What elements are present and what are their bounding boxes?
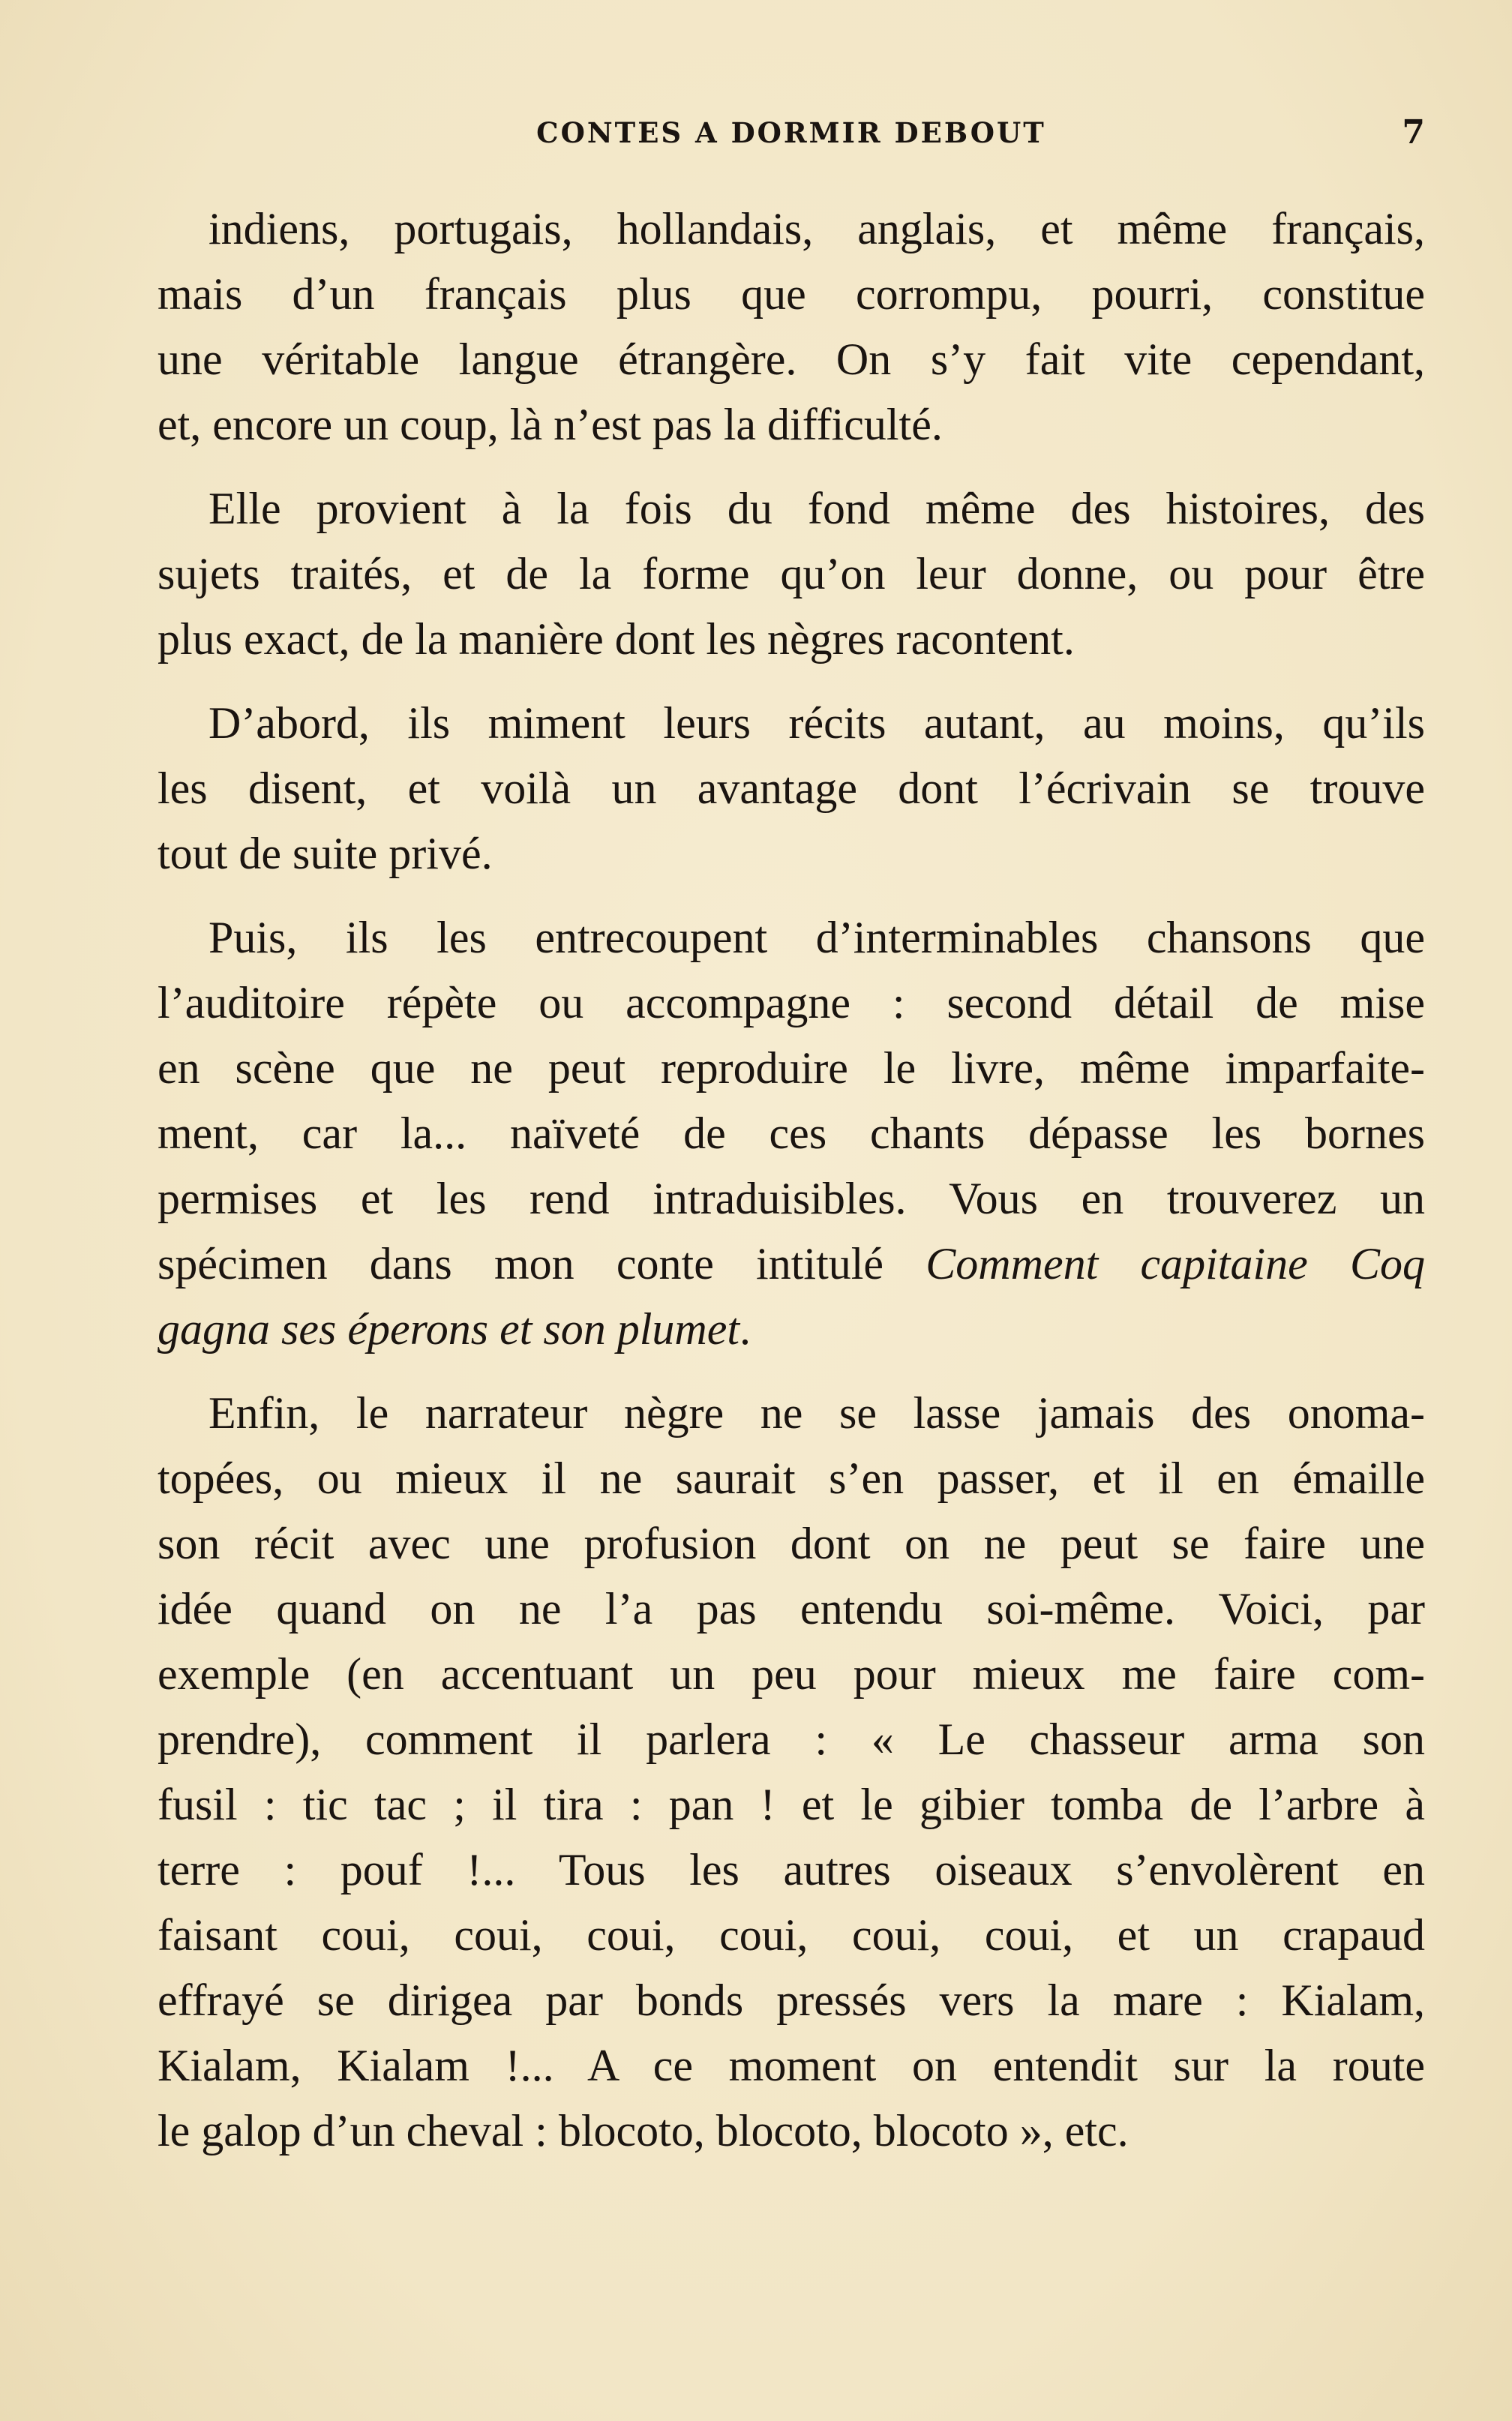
text-fragment: .	[740, 1304, 752, 1354]
text-line: terre : pouf !... Tous les autres oiseaux s’envolèrent en	[158, 1845, 1425, 1894]
text-line: en scène que ne peut reproduire le livre, même imparfaite-	[158, 1043, 1425, 1093]
text-line: mais d’un français plus que corrompu, pourri, constitue	[158, 269, 1425, 319]
text-line: Puis, ils les entrecoupent d’interminables chansons que	[208, 913, 1425, 962]
page-number: 7	[1402, 113, 1425, 152]
text-line: prendre), comment il parlera : « Le chasseur arma son	[158, 1714, 1425, 1764]
story-title-italic: gagna ses éperons et son plumet	[158, 1304, 740, 1354]
text-line: Kialam, Kialam !... A ce moment on entendit sur la route	[158, 2041, 1425, 2090]
text-line: sujets traités, et de la forme qu’on leur donne, ou pour être	[158, 549, 1425, 598]
text-line: fusil : tic tac ; il tira : pan ! et le gibier tomba de l’arbre à	[158, 1780, 1425, 1829]
text-line: l’auditoire répète ou accompagne : second détail de mise	[158, 978, 1425, 1028]
text-line: idée quand on ne l’a pas entendu soi-même. Voici, par	[158, 1584, 1425, 1634]
text-line: D’abord, ils miment leurs récits autant, au moins, qu’ils	[208, 698, 1425, 748]
text-line: indiens, portugais, hollandais, anglais, et même français,	[208, 204, 1425, 254]
paragraph-3	[158, 691, 1425, 886]
text-line: tout de suite privé.	[158, 829, 493, 878]
running-title: CONTES A DORMIR DEBOUT	[536, 116, 1046, 149]
text-line: faisant coui, coui, coui, coui, coui, coui, et un crapaud	[158, 1910, 1425, 1960]
text-line: les disent, et voilà un avantage dont l’écrivain se trouve	[158, 764, 1425, 813]
text-line	[158, 1232, 1425, 1297]
text-line: Elle provient à la fois du fond même des histoires, des	[208, 484, 1425, 533]
text-line: topées, ou mieux il ne saurait s’en passer, et il en émaille	[158, 1454, 1425, 1503]
text-line	[158, 1297, 1425, 1362]
text-body	[158, 196, 1425, 2182]
text-line: Enfin, le narrateur nègre ne se lasse jamais des onoma-	[208, 1388, 1425, 1438]
text-line: le galop d’un cheval : blocoto, blocoto, blocoto », etc.	[158, 2106, 1129, 2156]
text-line: son récit avec une profusion dont on ne peut se faire une	[158, 1519, 1425, 1568]
text-line: permises et les rend intraduisibles. Vous en trouverez un	[158, 1174, 1425, 1223]
story-title-italic: Comment capitaine Coq	[926, 1239, 1425, 1288]
paragraph-1	[158, 196, 1425, 458]
text-line: plus exact, de la manière dont les nègres racontent.	[158, 614, 1075, 664]
paragraph-4	[158, 905, 1425, 1362]
text-line: ment, car la... naïveté de ces chants dépasse les bornes	[158, 1108, 1425, 1158]
text-line: une véritable langue étrangère. On s’y fait vite cependant,	[158, 334, 1425, 384]
text-fragment: spécimen dans mon conte intitulé	[158, 1239, 884, 1288]
text-line: et, encore un coup, là n’est pas la difficulté.	[158, 400, 943, 449]
paragraph-5	[158, 1381, 1425, 2164]
running-head	[158, 113, 1425, 154]
paragraph-2	[158, 476, 1425, 672]
text-line: exemple (en accentuant un peu pour mieux me faire com-	[158, 1649, 1425, 1699]
text-line: effrayé se dirigea par bonds pressés vers la mare : Kialam,	[158, 1976, 1425, 2025]
